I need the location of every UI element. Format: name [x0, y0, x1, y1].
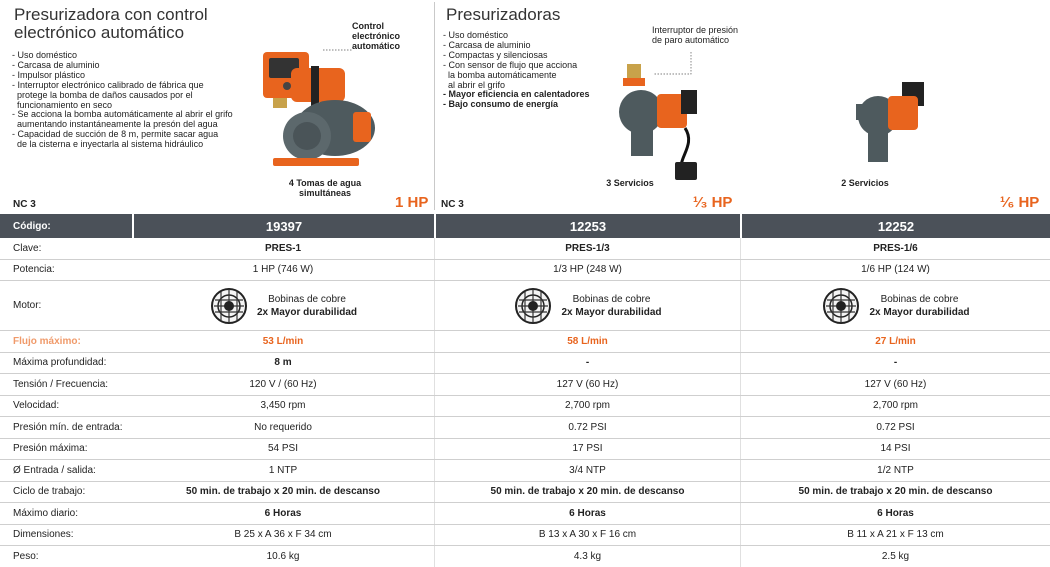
row-value-2: 17 PSI — [434, 439, 740, 460]
row-label: Flujo máximo: — [13, 335, 81, 347]
motor-line2: 2x Mayor durabilidad — [256, 306, 358, 318]
callout-line: Control — [352, 21, 384, 31]
caption-line: 4 Tomas de agua — [288, 178, 362, 188]
feature-item: de la cisterna e inyectarla al sistema hidráulico — [12, 139, 204, 150]
motor-wrap — [513, 286, 661, 326]
row-value-2: 127 V (60 Hz) — [434, 374, 740, 395]
callout-line: automático — [352, 41, 401, 51]
feature-item: aumentando instantáneamente la presón del agua — [12, 119, 218, 130]
row-value-2: 58 L/min — [434, 331, 740, 352]
row-value-1: 120 V / (60 Hz) — [249, 378, 317, 390]
motor-wrap — [821, 286, 969, 326]
motor-wrap — [209, 286, 357, 326]
callout-line: electrónico — [352, 31, 401, 41]
row-value-2: 1/3 HP (248 W) — [434, 260, 740, 281]
product-2-title-line1: Presurizadoras — [446, 5, 561, 24]
product-1-nc: NC 3 — [13, 199, 36, 210]
row-value-3: 50 min. de trabajo x 20 min. de descanso — [740, 482, 1050, 503]
table-row — [0, 439, 1050, 461]
header-code-3: 12252 — [740, 214, 1050, 238]
feature-item: - Carcasa de aluminio — [12, 59, 100, 70]
feature-item: - Capacidad de succión de 8 m, permite sacar agua — [12, 129, 219, 140]
motor-coil-icon — [821, 286, 861, 326]
feature-item: - Mayor eficiencia en calentadores — [443, 89, 590, 100]
motor-cell-3 — [740, 281, 1050, 330]
column-divider — [434, 2, 435, 210]
table-row — [0, 260, 1050, 282]
header-code-2: 12253 — [434, 214, 740, 238]
feature-item: protege la bomba de daños causados por el — [12, 89, 193, 100]
spec-table — [0, 214, 1050, 567]
row-value-3: 1/2 NTP — [740, 460, 1050, 481]
row-value-3: 6 Horas — [740, 503, 1050, 524]
motor-coil-icon — [209, 286, 249, 326]
motor-coil-icon — [513, 286, 553, 326]
table-row — [0, 417, 1050, 439]
motor-line2: 2x Mayor durabilidad — [561, 306, 662, 318]
table-row — [0, 353, 1050, 375]
feature-item: - Compactas y silenciosas — [443, 49, 548, 60]
row-value-2: 0.72 PSI — [434, 417, 740, 438]
feature-item: al abrir el grifo — [443, 79, 506, 90]
callout-line: de paro automático — [652, 35, 730, 45]
feature-item: - Uso doméstico — [443, 30, 509, 40]
feature-item: - Se acciona la bomba automáticamente al abrir el grifo — [12, 109, 233, 120]
row-label: Tensión / Frecuencia: — [13, 378, 109, 390]
row-value-3: 2.5 kg — [740, 546, 1050, 567]
row-label: Ciclo de trabajo: — [13, 486, 86, 498]
table-row — [0, 374, 1050, 396]
feature-item: - Uso doméstico — [12, 50, 78, 60]
table-row — [0, 482, 1050, 504]
row-value-3: - — [740, 353, 1050, 374]
table-row — [0, 396, 1050, 418]
row-value-1: 53 L/min — [262, 335, 304, 347]
product-2-callout — [652, 25, 738, 45]
feature-item: - Con sensor de flujo que acciona — [443, 59, 578, 70]
motor-line2: 2x Mayor durabilidad — [869, 306, 970, 318]
caption-line: simultáneas — [298, 188, 352, 198]
pump-image-1 — [255, 28, 385, 178]
row-value-1: PRES-1 — [264, 242, 302, 254]
product-2-hp: ¹⁄₃ HP — [693, 194, 733, 211]
product-1-features — [12, 51, 233, 150]
product-3-hp: ¹⁄₆ HP — [1000, 194, 1040, 211]
feature-item: funcionamiento en seco — [12, 99, 113, 110]
feature-item: - Impulsor plástico — [12, 69, 86, 80]
header-label: Código: — [13, 220, 51, 232]
motor-cell-1 — [132, 281, 434, 330]
pump-image-2 — [605, 50, 725, 186]
row-value-3: PRES-1/6 — [740, 238, 1050, 259]
row-label: Clave: — [13, 242, 42, 254]
table-row — [0, 503, 1050, 525]
row-label: Presión mín. de entrada: — [13, 421, 123, 433]
product-3-caption: 2 Servicios — [841, 178, 889, 188]
row-value-1: 50 min. de trabajo x 20 min. de descanso — [186, 486, 380, 498]
row-value-1: 1 HP (746 W) — [252, 264, 314, 276]
row-value-2: 6 Horas — [434, 503, 740, 524]
row-label: Dimensiones: — [13, 529, 74, 541]
row-value-1: B 25 x A 36 x F 34 cm — [234, 529, 332, 541]
row-value-3: B 11 x A 21 x F 13 cm — [740, 525, 1050, 546]
row-value-1: 6 Horas — [264, 507, 302, 519]
row-label: Presión máxima: — [13, 443, 88, 455]
row-value-2: 2,700 rpm — [434, 396, 740, 417]
product-2-features — [443, 31, 590, 110]
row-value-3: 1/6 HP (124 W) — [740, 260, 1050, 281]
row-value-2: 3/4 NTP — [434, 460, 740, 481]
table-row — [0, 331, 1050, 353]
row-label: Máximo diario: — [13, 507, 79, 519]
row-label: Velocidad: — [13, 400, 60, 412]
row-value-1: No requerido — [254, 421, 312, 433]
motor-line1: Bobinas de cobre — [572, 293, 651, 305]
product-1-hp: 1 HP — [395, 194, 429, 211]
row-value-1: 10.6 kg — [266, 550, 300, 562]
row-label: Peso: — [13, 550, 39, 562]
feature-item: - Carcasa de aluminio — [443, 39, 531, 50]
motor-text — [869, 293, 969, 319]
table-row-motor — [0, 281, 1050, 331]
row-label: Máxima profundidad: — [13, 357, 107, 369]
table-row — [0, 546, 1050, 567]
row-value-2: PRES-1/3 — [434, 238, 740, 259]
table-row — [0, 525, 1050, 547]
motor-label: Motor: — [13, 300, 42, 311]
pump-image-3 — [852, 68, 932, 176]
product-2-title — [446, 6, 560, 24]
product-1-title-line2: electrónico automático — [14, 23, 185, 42]
motor-line1: Bobinas de cobre — [268, 293, 346, 305]
product-1-title-line1: Presurizadora con control — [14, 5, 208, 24]
table-row — [0, 460, 1050, 482]
row-value-3: 27 L/min — [740, 331, 1050, 352]
row-value-2: 4.3 kg — [434, 546, 740, 567]
row-label: Potencia: — [13, 264, 55, 276]
row-value-1: 1 NTP — [268, 464, 298, 476]
header-code-1: 19397 — [132, 214, 434, 238]
feature-item: - Interruptor electrónico calibrado de fábrica que — [12, 79, 204, 90]
feature-item: - Bajo consumo de energía — [443, 99, 559, 110]
product-1-caption — [282, 178, 368, 198]
row-label: Ø Entrada / salida: — [13, 464, 96, 476]
row-value-1: 54 PSI — [267, 443, 299, 455]
row-value-3: 2,700 rpm — [740, 396, 1050, 417]
row-value-2: 50 min. de trabajo x 20 min. de descanso — [434, 482, 740, 503]
row-value-2: B 13 x A 30 x F 16 cm — [434, 525, 740, 546]
feature-item: la bomba automáticamente — [443, 69, 557, 80]
callout-line: Interruptor de presión — [652, 25, 739, 35]
row-value-1: 8 m — [274, 357, 292, 369]
table-row — [0, 238, 1050, 260]
product-1-title — [14, 6, 208, 42]
table-header-row — [0, 214, 1050, 238]
product-2-caption: 3 Servicios — [606, 178, 654, 188]
product-2-nc: NC 3 — [441, 199, 464, 210]
motor-line1: Bobinas de cobre — [880, 293, 959, 305]
row-value-3: 0.72 PSI — [740, 417, 1050, 438]
row-value-1: 3,450 rpm — [260, 400, 306, 412]
motor-text — [257, 293, 357, 319]
row-value-3: 127 V (60 Hz) — [740, 374, 1050, 395]
motor-cell-2 — [434, 281, 740, 330]
row-value-3: 14 PSI — [740, 439, 1050, 460]
motor-text — [561, 293, 661, 319]
row-value-2: - — [434, 353, 740, 374]
